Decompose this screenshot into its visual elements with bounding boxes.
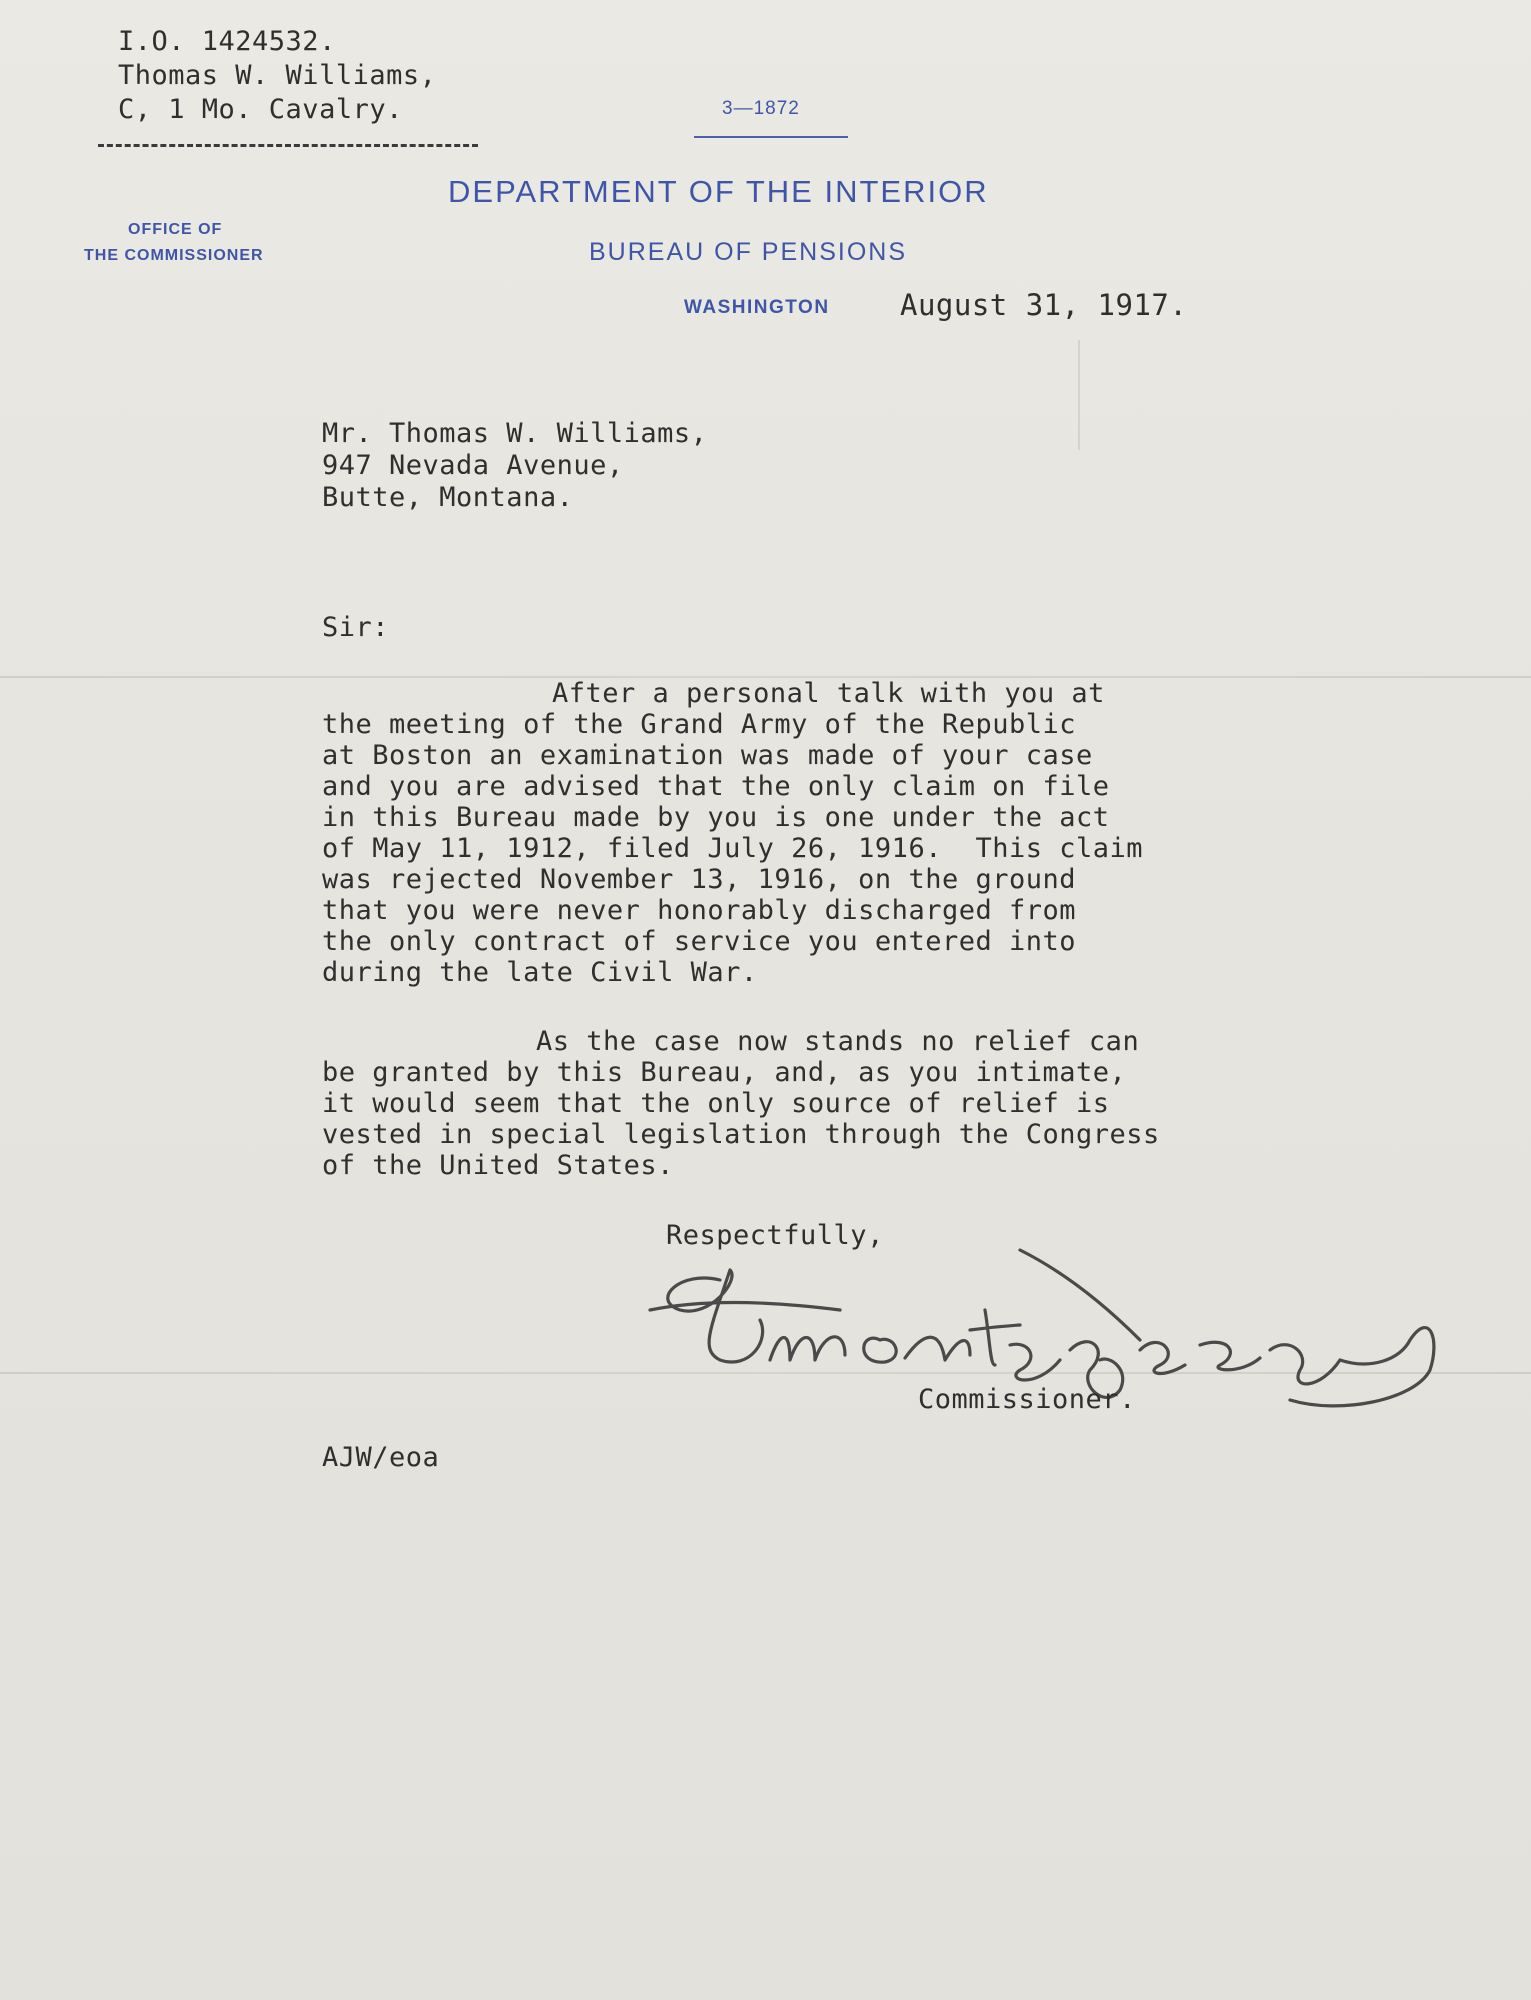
paragraph-line: during the late Civil War. xyxy=(322,957,758,988)
typist-initials: AJW/eoa xyxy=(322,1442,440,1473)
paragraph-line: After a personal talk with you at xyxy=(552,678,1105,709)
salutation: Sir: xyxy=(322,612,390,643)
closing: Respectfully, xyxy=(666,1220,884,1251)
paragraph-line: that you were never honorably discharged from xyxy=(322,895,1076,926)
addressee-street: 947 Nevada Avenue, xyxy=(322,450,624,481)
form-number-rule xyxy=(694,136,848,138)
office-label-line1: OFFICE OF xyxy=(128,221,223,238)
paragraph-line: the only contract of service you entered into xyxy=(322,926,1076,957)
reference-name: Thomas W. Williams, xyxy=(118,60,437,91)
department-heading: DEPARTMENT OF THE INTERIOR xyxy=(448,174,989,209)
form-number: 3—1872 xyxy=(722,98,800,119)
letter-date: August 31, 1917. xyxy=(900,288,1188,322)
paragraph-line: of May 11, 1912, filed July 26, 1916. This claim xyxy=(322,833,1144,864)
paragraph-line: vested in special legislation through the Congress xyxy=(322,1119,1160,1150)
addressee-name: Mr. Thomas W. Williams, xyxy=(322,418,708,449)
paragraph-line: the meeting of the Grand Army of the Republic xyxy=(322,709,1076,740)
reference-unit: C, 1 Mo. Cavalry. xyxy=(118,94,403,125)
paper-crease xyxy=(1078,340,1080,450)
paragraph-line: As the case now stands no relief can xyxy=(536,1026,1140,1057)
paragraph-line: be granted by this Bureau, and, as you intimate, xyxy=(322,1057,1127,1088)
reference-underline xyxy=(98,144,478,147)
paragraph-line: it would seem that the only source of relief is xyxy=(322,1088,1110,1119)
reference-number: I.O. 1424532. xyxy=(118,26,336,57)
paragraph-line: at Boston an examination was made of your case xyxy=(322,740,1093,771)
paragraph-line: was rejected November 13, 1916, on the ground xyxy=(322,864,1076,895)
city-label: WASHINGTON xyxy=(684,297,830,318)
addressee-city: Butte, Montana. xyxy=(322,482,574,513)
paragraph-line: of the United States. xyxy=(322,1150,674,1181)
bureau-heading: BUREAU OF PENSIONS xyxy=(589,238,907,266)
paragraph-line: and you are advised that the only claim on file xyxy=(322,771,1110,802)
signer-title: Commissioner. xyxy=(918,1384,1136,1415)
paragraph-line: in this Bureau made by you is one under the act xyxy=(322,802,1110,833)
office-label-line2: THE COMMISSIONER xyxy=(84,247,264,264)
